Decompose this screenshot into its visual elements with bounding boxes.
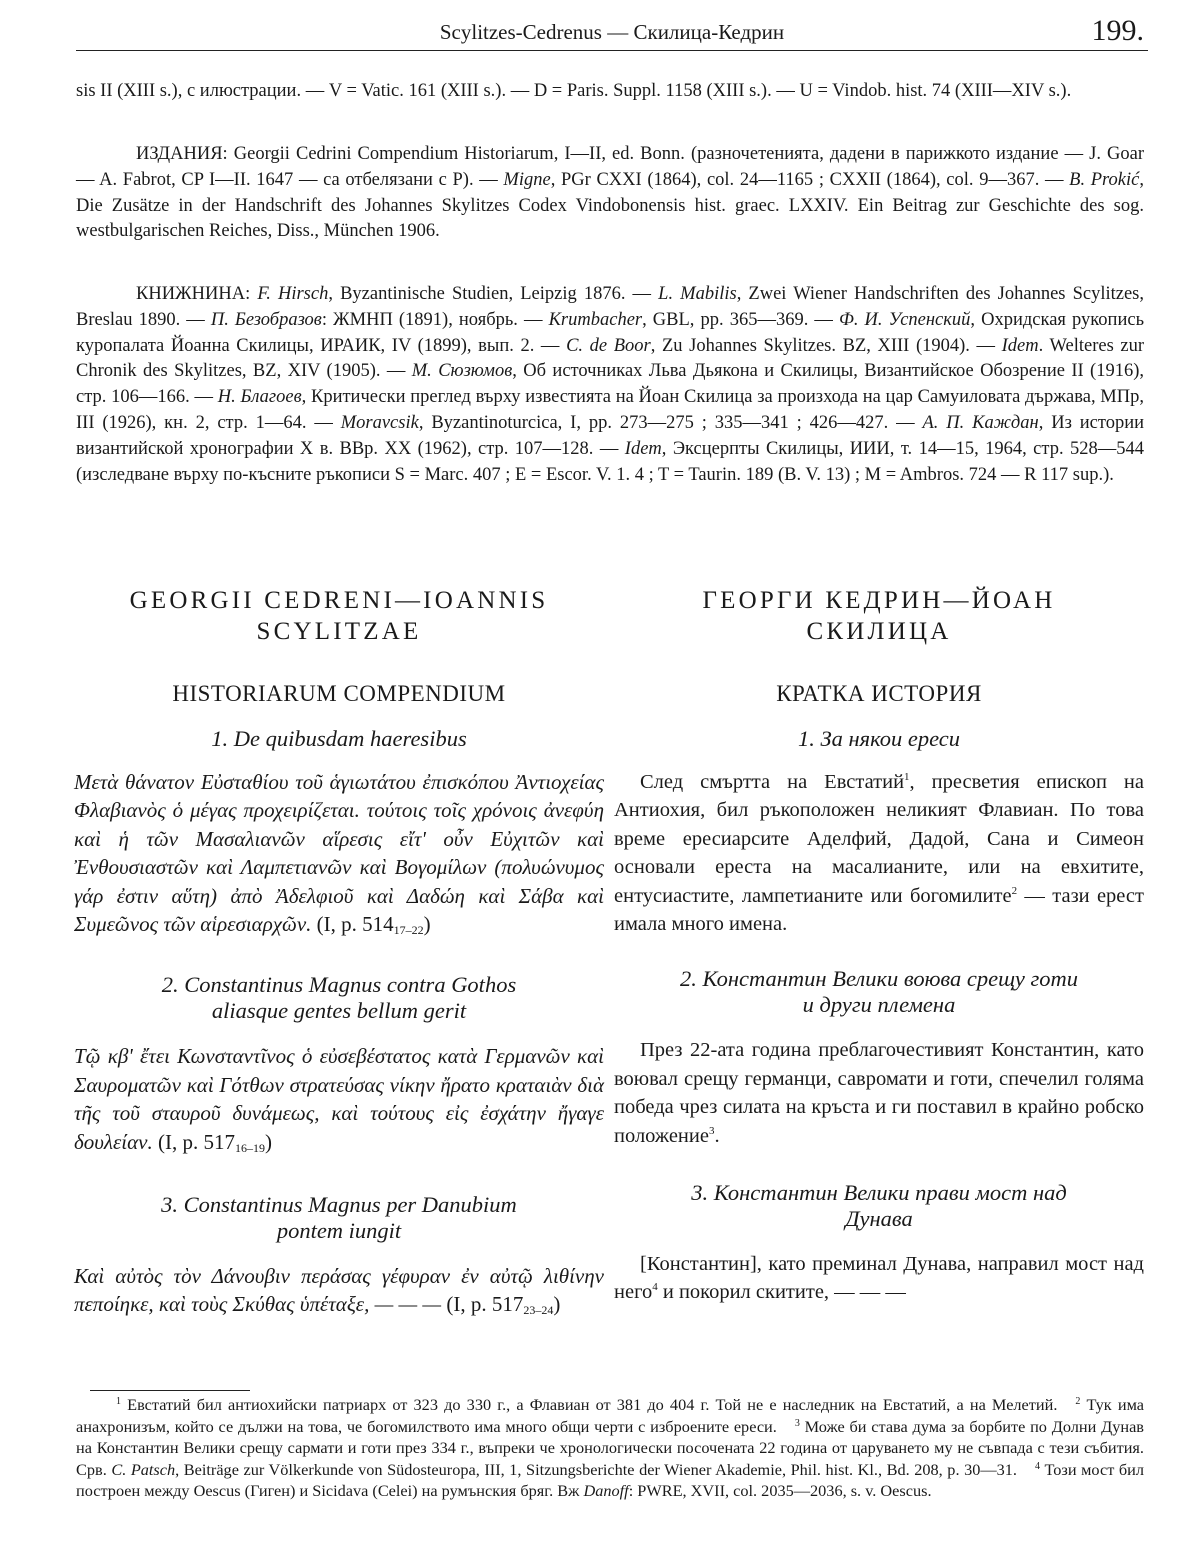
- author-name: Krumbacher: [548, 309, 643, 330]
- literature-text: , Byzantinoturcica, I, pp. 273—275 ; 335—341 ; 426—427. —: [418, 412, 923, 433]
- literature-text: , Byzantinische Studien, Leipzig 1876. —: [328, 284, 659, 304]
- bulgarian-work-title: [614, 585, 1144, 649]
- footnote-number: 4: [1035, 1460, 1040, 1472]
- literature-text: , Охридская рукопись куропалата Йоанна Скилицы, ИРАИК, IV (1899), вып. 2. —: [76, 309, 1145, 356]
- editions-label: ИЗДАНИЯ:: [136, 144, 228, 164]
- footnote-text: : PWRE, XVII, col. 2035—2036, s. v. Oescus.: [628, 1481, 932, 1500]
- translation-text-2: През 22-ата година преблагочестивият Константин, като воювал срещу германци, савромати и готи, спечелил голяма победа чрез силата на кръста и ги поставил в крайно робско положение$^3$.: [614, 1039, 1144, 1147]
- footnotes: [76, 1394, 1144, 1502]
- source-reference: (I, p. $514_{17-22}$): [316, 912, 431, 938]
- author-name: Danoff: [583, 1481, 629, 1500]
- latin-work-subtitle: HISTORIARUM COMPENDIUM: [172, 681, 506, 706]
- footnote-text: Може би става дума за борбите по Долни Дунав на Константин Велики срещу сармати и готи през 334 г., въпреки че хронологически посочената 22 година от царуването му не съвпада с тези събития. Срв.: [76, 1416, 1144, 1479]
- literature-text: , Критически преглед върху известията на Йоан Скилица за произхода на цар Самуиловата държава, МПр, III (1926), кн. 2, стр. 1—64. —: [76, 387, 1144, 433]
- manuscripts-text: sis II (XIII s.), с илюстрации. — V = Vatic. 161 (XIII s.). — D = Paris. Suppl. 1158 (XIII s.). — U = Vindob. hist. 74 (XIII—XIV s.).: [76, 81, 1072, 101]
- greek-passage: Μετὰ θάνατον Εὐσταθίου τοῦ ἁγιωτάτου ἐπισκόπου Ἀντιοχείας Φλαβιανὸς ὁ μέγας προχειρίζεται. τούτοις τοῖς χρόνοις ἀνεφύη καὶ ἡ τῶν Μασαλιανῶν αἵρεσις εἴτ' οὖν Εὐχιτῶν καὶ Ἐνθουσιαστῶν καὶ Λαμπετιανῶν καὶ Βογομίλων (πολυώνυμος γάρ ἐστιν αὕτη) ἀπὸ Ἀδελφιοῦ καὶ Δαδώη καὶ Σάβα καὶ Συμεῶνος τῶν αἱρεσιαρχῶν.: [74, 770, 604, 937]
- section-heading-3: 3. Constantinus Magnus per Danubium pontem iungit: [161, 1192, 517, 1244]
- header-rule: [76, 50, 1148, 51]
- literature-text: , Эксцерпты Скилицы, ИИИ, т. 14—15, 1964, стр. 528—544 (изследване върху по-късните ръкописи S = Marc. 407 ; E = Escor. V. 1. 4 ; T = Taurin. 189 (B. V. 13) ; M = Ambros. 724 — R 117 sup.).: [76, 438, 1144, 485]
- literature-text: , Из истории византийской хронографии X в. ВВр. XX (1962), стр. 107—128. —: [76, 412, 1144, 459]
- greek-text-3: [74, 1262, 604, 1325]
- editions-paragraph: [76, 142, 1144, 245]
- bulgarian-title-line: СКИЛИЦА: [806, 618, 952, 645]
- manuscripts-paragraph: [76, 79, 1144, 105]
- literature-text: , Об источниках Льва Дьякона и Скилицы, Византийское Обозрение II (1916), стр. 106—166. —: [76, 361, 1144, 408]
- section-heading-1: 1. За някои ереси: [797, 726, 961, 751]
- bulgarian-title-line: ГЕОРГИ КЕДРИН—ЙОАН: [702, 587, 1056, 614]
- footnote-text: Евстатий бил антиохийски патриарх от 323 до 330 г., а Флавиан от 381 до 404 г. Той не е наследник на Евстатий, а на Мелетий.: [121, 1395, 1058, 1414]
- author-name: Migne: [503, 169, 551, 190]
- author-name: B. Prokić: [1069, 169, 1140, 190]
- footnote-number: 1: [116, 1396, 121, 1407]
- section-heading-2: 2. Константин Велики воюва срещу готи и други племена: [680, 966, 1078, 1018]
- footnote-text: Тук има анахронизъм, който се дължи на това, че богомилството има много общи черти с изброените ереси.: [76, 1395, 1144, 1436]
- author-name: L. Mabilis: [658, 284, 737, 304]
- literature-text: , GBL, pp. 365—369. —: [642, 309, 839, 330]
- greek-text-2: [74, 1042, 604, 1162]
- author-name: П. Безобразов: [210, 309, 322, 330]
- greek-column: [74, 585, 604, 1325]
- greek-text-1: [74, 768, 604, 944]
- latin-work-title: [74, 585, 604, 649]
- greek-passage: Καὶ αὐτὸς τὸν Δάνουβιν περάσας γέφυραν ἐν αὐτῷ λιθίνην πεποίηκε, καὶ τοὺς Σκύθας ὑπέταξε, — — —: [74, 1264, 604, 1317]
- footnote-number: 3: [794, 1417, 800, 1429]
- author-name: C. Patsch: [111, 1459, 176, 1479]
- author-name: Ф. И. Успенский: [838, 309, 971, 330]
- author-name: А. П. Каждан: [922, 412, 1039, 433]
- section-heading-2: 2. Constantinus Magnus contra Gothos aliasque gentes bellum gerit: [161, 972, 517, 1024]
- author-name: F. Hirsch: [257, 284, 329, 304]
- section-heading-3: 3. Константин Велики прави мост над Дунава: [691, 1180, 1067, 1232]
- footnote-rule: [90, 1390, 250, 1391]
- author-name: Idem: [1001, 335, 1039, 356]
- latin-title-line: SCYLITZAE: [256, 618, 422, 645]
- page-number: 199.: [1091, 14, 1144, 47]
- literature-paragraph: [76, 282, 1144, 488]
- literature-text: . Welteres zur Chronik des Skylitzes, BZ, XIV (1905). —: [76, 335, 1144, 382]
- literature-text: : ЖМНП (1891), ноябрь. —: [321, 309, 549, 330]
- footnote-marker: 2: [1011, 884, 1018, 897]
- section-heading-1: 1. De quibusdam haeresibus: [211, 726, 467, 751]
- literature-text: , Zu Johannes Skylitzes. BZ, XIII (1904). —: [650, 335, 1002, 356]
- editions-text: , Die Zusätze in der Handschrift des Johannes Skylitzes Codex Vindobonensis hist. graec. LXXIV. Ein Beitrag zur Geschichte des sog. westbulgarischen Reiches, Diss., München 1906.: [76, 169, 1144, 242]
- source-reference: (I, p. $517_{23-24}$): [446, 1292, 561, 1318]
- author-name: Idem: [624, 438, 662, 459]
- footnote-marker: 4: [652, 1281, 658, 1294]
- running-title: Scylitzes-Cedrenus — Скилица-Кедрин: [439, 20, 785, 44]
- footnote-marker: 1: [904, 771, 910, 783]
- translation-text-3: [Константин], като преминал Дунава, направил мост над него$^4$ и покорил скитите, — — —: [614, 1253, 1144, 1304]
- editions-text: , PGr CXXI (1864), col. 24—1165 ; CXXII (1864), col. 9—367. —: [550, 169, 1070, 190]
- bulgarian-work-subtitle: КРАТКА ИСТОРИЯ: [776, 681, 982, 706]
- footnote-number: 2: [1075, 1396, 1081, 1407]
- literature-label: КНИЖНИНА:: [136, 284, 251, 304]
- literature-text: , Zwei Wiener Handschriften des Johannes Scylitzes, Breslau 1890. —: [76, 284, 1144, 330]
- footnote-text: , Beiträge zur Völkerkunde von Südosteuropa, III, 1, Sitzungsberichte der Wiener Akademie, Phil. hist. Kl., Bd. 208, p. 30—31.: [175, 1459, 1017, 1479]
- bulgarian-column: [614, 585, 1144, 1307]
- source-reference: (I, p. $517_{16-19}$): [157, 1129, 272, 1155]
- greek-passage: Τῷ κβ' ἔτει Κωνσταντῖνος ὁ εὐσεβέστατος κατὰ Γερμανῶν καὶ Σαυροματῶν καὶ Γότθων στρατεύσας νίκην ἤρατο κραταιὰν διὰ τῆς τοῦ σταυροῦ δυνάμεως, καὶ τούτους εἰς ἐσχάτην ἤγαγε δουλείαν.: [74, 1044, 604, 1154]
- author-name: М. Сюзюмов: [411, 361, 513, 382]
- author-name: C. de Boor: [566, 335, 651, 356]
- footnote-text: Този мост бил построен между Oescus (Гиген) и Sicidava (Celei) на румънския бряг. Вж: [76, 1459, 1145, 1500]
- author-name: Moravcsik: [340, 412, 419, 433]
- editions-text: Georgii Cedrini Compendium Historiarum, I—II, ed. Bonn. (разночетенията, дадени в парижкото издание — J. Goar — A. Fabrot, CP I—II. 1647 — са отбелязани с P). —: [76, 144, 1144, 190]
- latin-title-line: GEORGII CEDRENI—IOANNIS: [129, 587, 549, 614]
- footnote-marker: 3: [708, 1124, 715, 1137]
- running-header: [76, 14, 1148, 54]
- translation-text-1: След смъртта на Евстатий$^1$, пресветия епископ на Антиохия, бил ръкоположен неликият Флавиан. По това време ересиарсите Аделфий, Дадой, Сана и Симеон основали ереста на масалианите, или на евхитите, ентусиастите, лампетианите или богомилите$^2$ — тази ерест имала много имена.: [614, 771, 1144, 936]
- author-name: Н. Благоев: [217, 387, 302, 408]
